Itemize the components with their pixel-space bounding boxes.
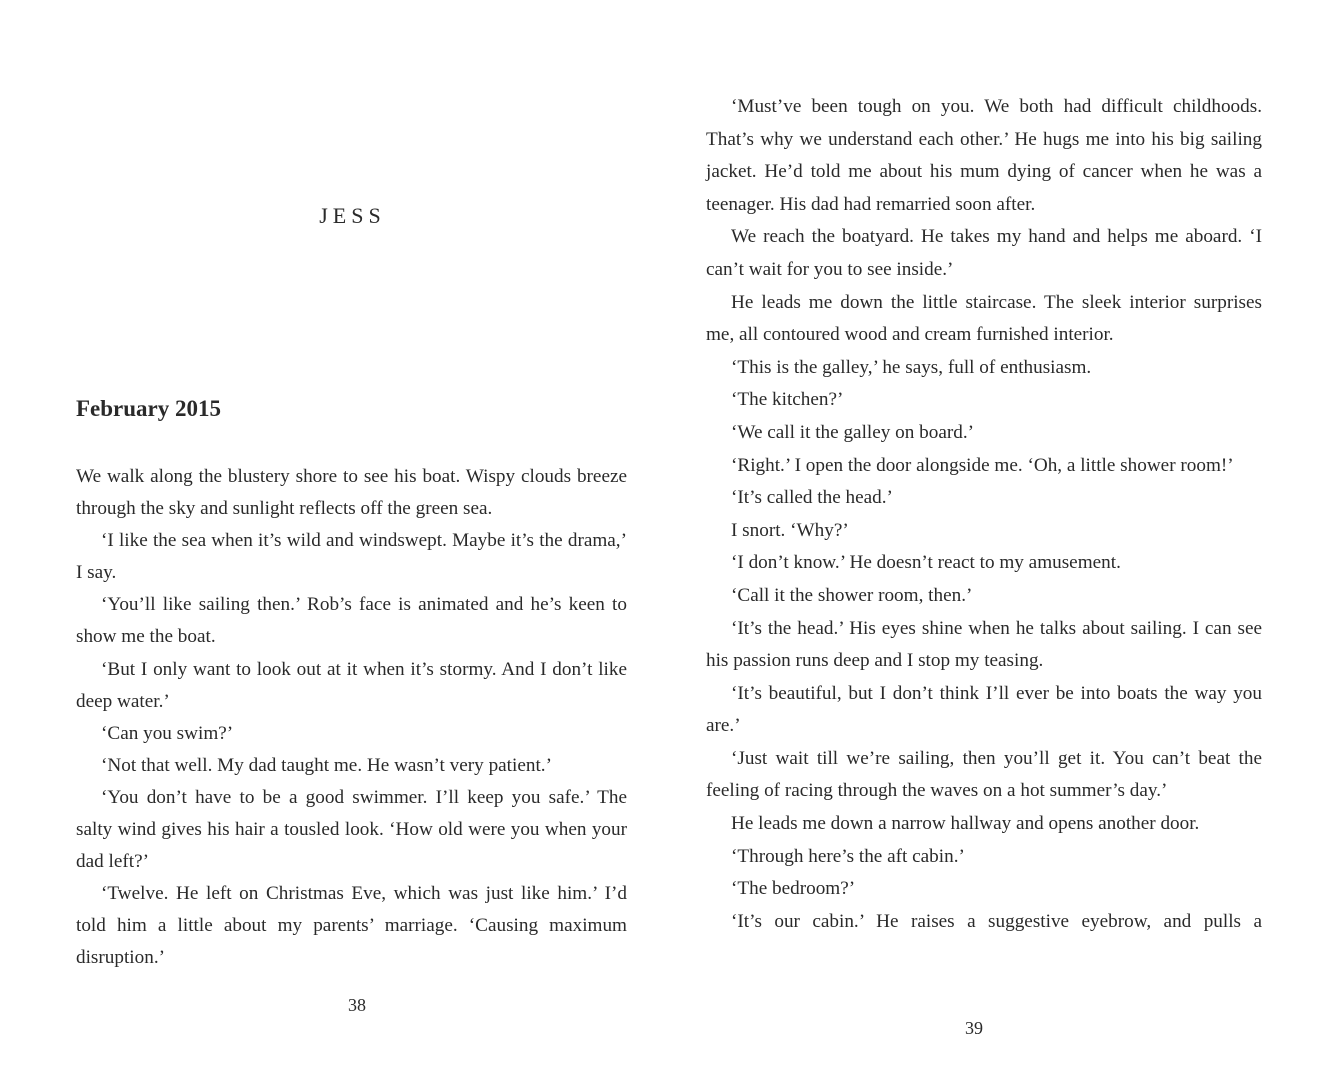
paragraph: ‘I like the sea when it’s wild and windswept. Maybe it’s the drama,’ I say. xyxy=(76,530,627,584)
right-page-body xyxy=(706,91,1262,938)
paragraph: ‘Through here’s the aft cabin.’ xyxy=(731,845,965,867)
left-page-body xyxy=(76,461,627,975)
paragraph: ‘It’s called the head.’ xyxy=(731,487,893,509)
paragraph: ‘The kitchen?’ xyxy=(731,389,844,411)
paragraph: ‘Right.’ I open the door alongside me. ‘Oh, a little shower room!’ xyxy=(731,454,1234,476)
paragraph: ‘We call it the galley on board.’ xyxy=(731,421,975,443)
paragraph: ‘It’s the head.’ His eyes shine when he talks about sailing. I can see his passion runs deep and I stop my teasing. xyxy=(706,617,1262,672)
paragraph: ‘You’ll like sailing then.’ Rob’s face is animated and he’s keen to show me the boat. xyxy=(76,594,627,648)
page-number: 39 xyxy=(965,1018,983,1038)
paragraph: We walk along the blustery shore to see his boat. Wispy clouds breeze through the sky and sunlight reflects off the green sea. xyxy=(76,466,627,520)
chapter-title: JESS xyxy=(319,203,386,228)
paragraph: ‘It’s our cabin.’ He raises a suggestive eyebrow, and pulls a xyxy=(731,910,1262,932)
paragraph: ‘It’s beautiful, but I don’t think I’ll ever be into boats the way you are.’ xyxy=(706,682,1262,737)
paragraph: ‘Twelve. He left on Christmas Eve, which was just like him.’ I’d told him a little about my parents’ marriage. ‘Causing maximum disruption.’ xyxy=(76,883,627,969)
paragraph: He leads me down a narrow hallway and opens another door. xyxy=(731,813,1200,835)
paragraph: ‘Just wait till we’re sailing, then you’ll get it. You can’t beat the feeling of racing through the waves on a hot summer’s day.’ xyxy=(706,747,1262,802)
paragraph: ‘I don’t know.’ He doesn’t react to my amusement. xyxy=(731,552,1121,574)
paragraph: ‘Not that well. My dad taught me. He wasn’t very patient.’ xyxy=(101,754,552,776)
paragraph: ‘This is the galley,’ he says, full of enthusiasm. xyxy=(731,356,1092,378)
paragraph: ‘You don’t have to be a good swimmer. I’ll keep you safe.’ The salty wind gives his hair a tousled look. ‘How old were you when your dad left?’ xyxy=(76,786,627,873)
paragraph: ‘Call it the shower room, then.’ xyxy=(731,584,973,606)
paragraph: I snort. ‘Why?’ xyxy=(731,519,849,541)
paragraph: ‘Can you swim?’ xyxy=(101,722,234,744)
page-number: 38 xyxy=(348,995,366,1015)
paragraph: ‘But I only want to look out at it when it’s stormy. And I don’t like deep water.’ xyxy=(76,658,627,712)
paragraph: He leads me down the little staircase. The sleek interior surprises me, all contoured wood and cream furnished interior. xyxy=(706,291,1262,346)
right-page xyxy=(670,0,1340,1080)
paragraph: We reach the boatyard. He takes my hand and helps me aboard. ‘I can’t wait for you to see inside.’ xyxy=(706,226,1262,280)
paragraph: ‘The bedroom?’ xyxy=(731,878,856,900)
section-heading: February 2015 xyxy=(76,396,222,421)
paragraph: ‘Must’ve been tough on you. We both had difficult childhoods. That’s why we understand each other.’ He hugs me into his big sailing jacket. He’d told me about his mum dying of cancer when he was a teenager. His dad had remarried soon after. xyxy=(706,96,1262,215)
